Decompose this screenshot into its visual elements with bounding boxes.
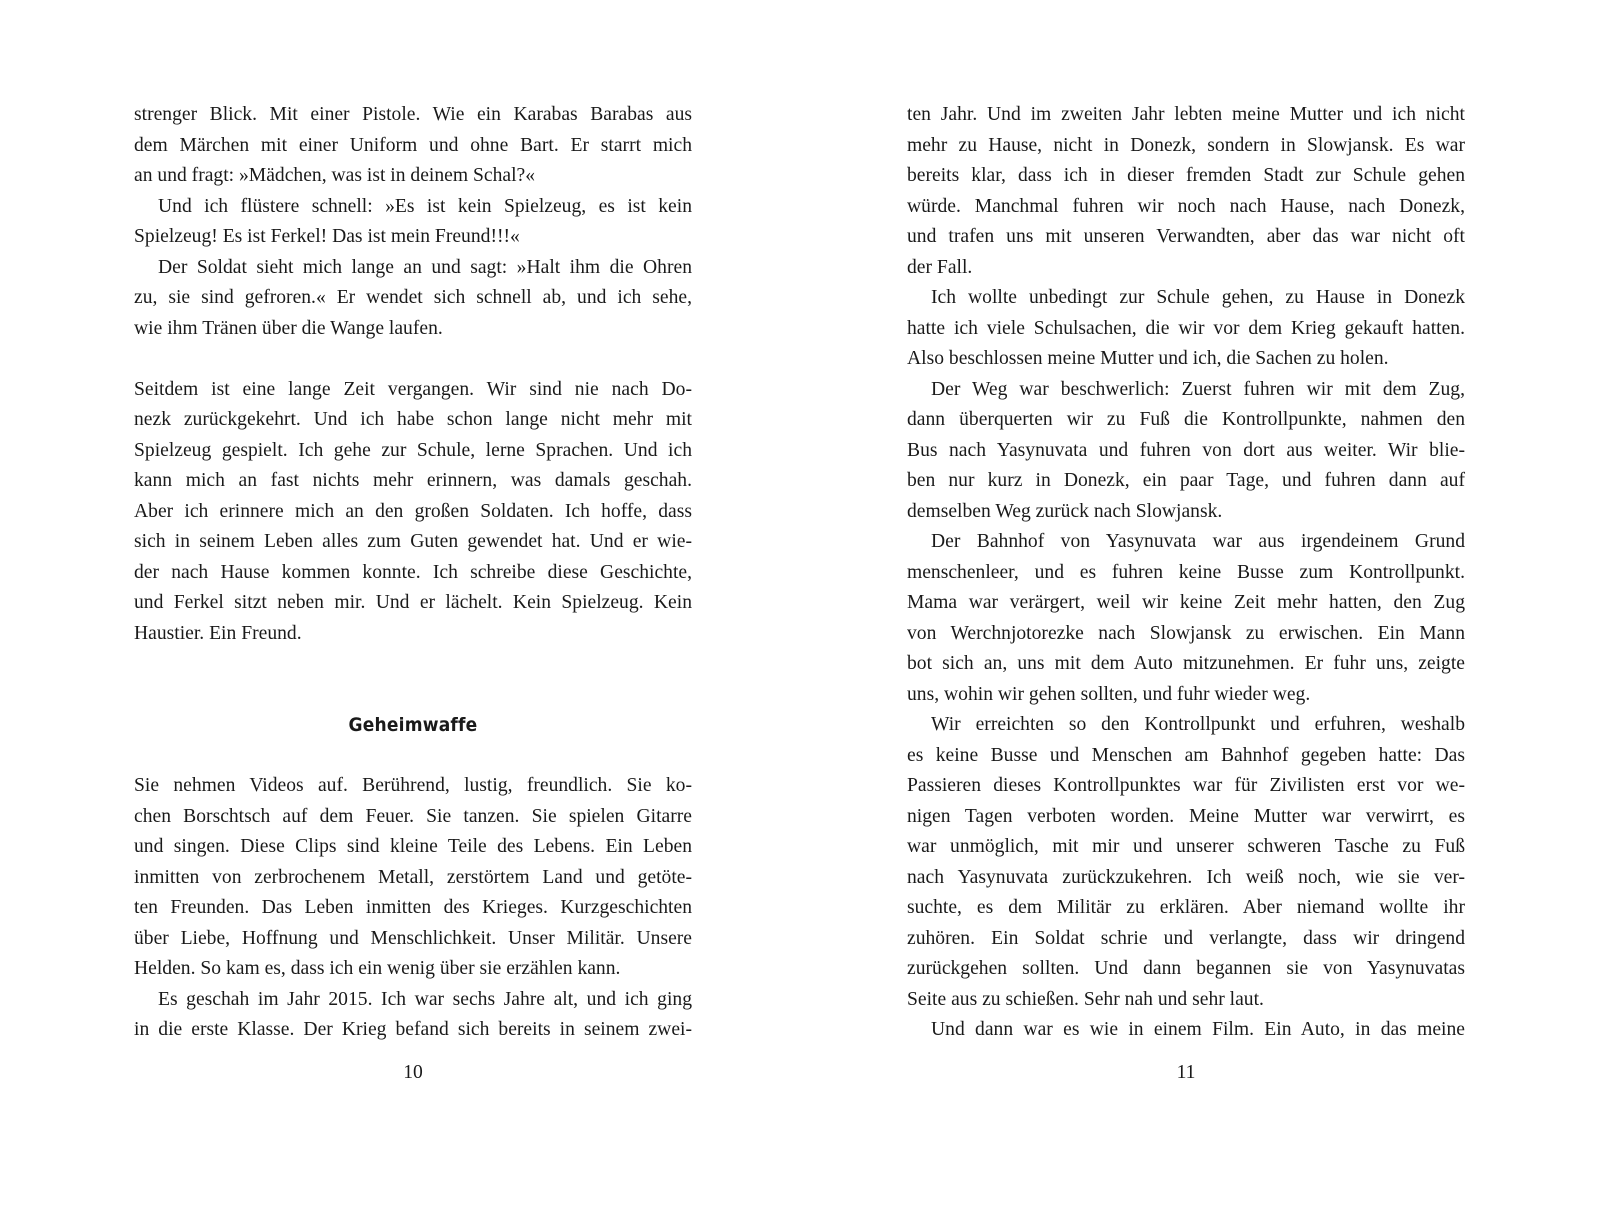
text-line: in die erste Klasse. Der Krieg befand sich bereits in seinem zwei-: [134, 1019, 692, 1040]
text-line: zurückgehen sollten. Und dann begannen sie von Yasynuvatas: [907, 958, 1465, 979]
text-line: bereits klar, dass ich in dieser fremden Stadt zur Schule gehen: [907, 165, 1465, 186]
text-line: Aber ich erinnere mich an den großen Soldaten. Ich hoffe, dass: [134, 500, 692, 522]
text-line: Wir erreichten so den Kontrollpunkt und erfuhren, weshalb: [931, 714, 1465, 735]
text-line: uns, wohin wir gehen sollten, und fuhr wieder weg.: [907, 683, 1311, 705]
text-line: hatte ich viele Schulsachen, die wir vor dem Krieg gekauft hatten.: [907, 317, 1465, 339]
text-line: Helden. So kam es, dass ich ein wenig über sie erzählen kann.: [134, 958, 621, 979]
text-line: Der Soldat sieht mich lange an und sagt: »Halt ihm die Ohren: [158, 256, 692, 278]
text-line: Der Weg war beschwerlich: Zuerst fuhren wir mit dem Zug,: [931, 378, 1465, 400]
section-break: [134, 680, 692, 711]
section-break: [134, 344, 692, 375]
text-line: Und dann war es wie in einem Film. Ein Auto, in das meine: [931, 1019, 1465, 1040]
text-line: Seite aus zu schießen. Sehr nah und sehr laut.: [907, 988, 1264, 1010]
text-line: und trafen uns mit unseren Verwandten, aber das war nicht oft: [907, 226, 1465, 247]
text-line: suchte, es dem Militär zu erklären. Aber niemand wollte ihr: [907, 897, 1465, 918]
chapter-heading: Geheimwaffe: [348, 714, 478, 736]
text-line: strenger Blick. Mit einer Pistole. Wie ein Karabas Barabas aus: [134, 104, 692, 125]
text-line: mehr zu Hause, nicht in Donezk, sondern in Slowjansk. Es war: [907, 134, 1465, 156]
text-line: Spielzeug gespielt. Ich gehe zur Schule, lerne Sprachen. Und ich: [134, 439, 692, 461]
section-break: [134, 649, 692, 680]
text-line: kann mich an fast nichts mehr erinnern, was damals geschah.: [134, 470, 692, 491]
text-line: zuhören. Ein Soldat schrie und verlangte, dass wir dringend: [907, 927, 1465, 949]
text-line: dem Märchen mit einer Uniform und ohne Bart. Er starrt mich: [134, 134, 692, 156]
text-line: nach Yasynuvata zurückzukehren. Ich weiß noch, wie sie ver-: [907, 866, 1465, 888]
text-line: Ich wollte unbedingt zur Schule gehen, zu Hause in Donezk: [931, 287, 1465, 308]
text-line: bot sich an, uns mit dem Auto mitzunehmen. Er fuhr uns, zeigte: [907, 653, 1465, 674]
text-line: chen Borschtsch auf dem Feuer. Sie tanzen. Sie spielen Gitarre: [134, 805, 692, 827]
text-line: von Werchnjotorezke nach Slowjansk zu erwischen. Ein Mann: [907, 622, 1465, 644]
text-line: inmitten von zerbrochenem Metall, zerstörtem Land und getöte-: [134, 866, 692, 888]
text-line: Haustier. Ein Freund.: [134, 622, 302, 644]
text-line: der Fall.: [907, 256, 973, 278]
text-line: ten Jahr. Und im zweiten Jahr lebten meine Mutter und ich nicht: [907, 104, 1465, 125]
text-line: es keine Busse und Menschen am Bahnhof gegeben hatte: Das: [907, 744, 1465, 766]
page-number-right: 11: [1176, 1062, 1196, 1083]
text-line: Der Bahnhof von Yasynuvata war aus irgendeinem Grund: [931, 531, 1465, 552]
text-line: sich in seinem Leben alles zum Guten gewendet hat. Und er wie-: [134, 531, 692, 552]
text-line: Also beschlossen meine Mutter und ich, die Sachen zu holen.: [907, 348, 1389, 369]
section-break: [134, 741, 692, 772]
text-line: Es geschah im Jahr 2015. Ich war sechs Jahre alt, und ich ging: [158, 988, 692, 1010]
text-line: und Ferkel sitzt neben mir. Und er lächelt. Kein Spielzeug. Kein: [134, 592, 692, 613]
text-line: und singen. Diese Clips sind kleine Teile des Lebens. Ein Leben: [134, 836, 692, 857]
text-line: an und fragt: »Mädchen, was ist in deinem Schal?«: [134, 165, 536, 186]
right-page: [907, 100, 1465, 1046]
text-line: Bus nach Yasynuvata und fuhren von dort aus weiter. Wir blie-: [907, 439, 1465, 461]
text-line: zu, sie sind gefroren.« Er wendet sich schnell ab, und ich sehe,: [134, 287, 692, 308]
text-line: menschenleer, und es fuhren keine Busse zum Kontrollpunkt.: [907, 561, 1465, 583]
text-line: wie ihm Tränen über die Wange laufen.: [134, 317, 443, 339]
text-line: Mama war verärgert, weil wir keine Zeit mehr hatten, den Zug: [907, 592, 1465, 613]
page-number-left: 10: [403, 1062, 423, 1083]
text-line: würde. Manchmal fuhren wir noch nach Hause, nach Donezk,: [907, 195, 1465, 217]
text-line: über Liebe, Hoffnung und Menschlichkeit. Unser Militär. Unsere: [134, 927, 692, 949]
text-line: ten Freunden. Das Leben inmitten des Krieges. Kurzgeschichten: [134, 897, 692, 918]
text-line: Und ich flüstere schnell: »Es ist kein Spielzeug, es ist kein: [158, 195, 692, 217]
text-line: war unmöglich, mit mir und unserer schweren Tasche zu Fuß: [907, 836, 1465, 857]
text-line: nezk zurückgekehrt. Und ich habe schon lange nicht mehr mit: [134, 409, 692, 430]
text-line: nigen Tagen verboten worden. Meine Mutter war verwirrt, es: [907, 805, 1465, 827]
text-line: demselben Weg zurück nach Slowjansk.: [907, 500, 1223, 522]
text-line: Sie nehmen Videos auf. Berührend, lustig, freundlich. Sie ko-: [134, 775, 692, 796]
text-line: ben nur kurz in Donezk, ein paar Tage, und fuhren dann auf: [907, 470, 1465, 491]
text-line: Passieren dieses Kontrollpunktes war für Zivilisten erst vor we-: [907, 775, 1465, 796]
text-line: Seitdem ist eine lange Zeit vergangen. Wir sind nie nach Do-: [134, 378, 692, 400]
text-line: Spielzeug! Es ist Ferkel! Das ist mein Freund!!!«: [134, 226, 520, 247]
text-line: der nach Hause kommen konnte. Ich schreibe diese Geschichte,: [134, 561, 692, 583]
left-page: [134, 100, 692, 1046]
text-line: dann überquerten wir zu Fuß die Kontrollpunkte, nahmen den: [907, 409, 1465, 430]
